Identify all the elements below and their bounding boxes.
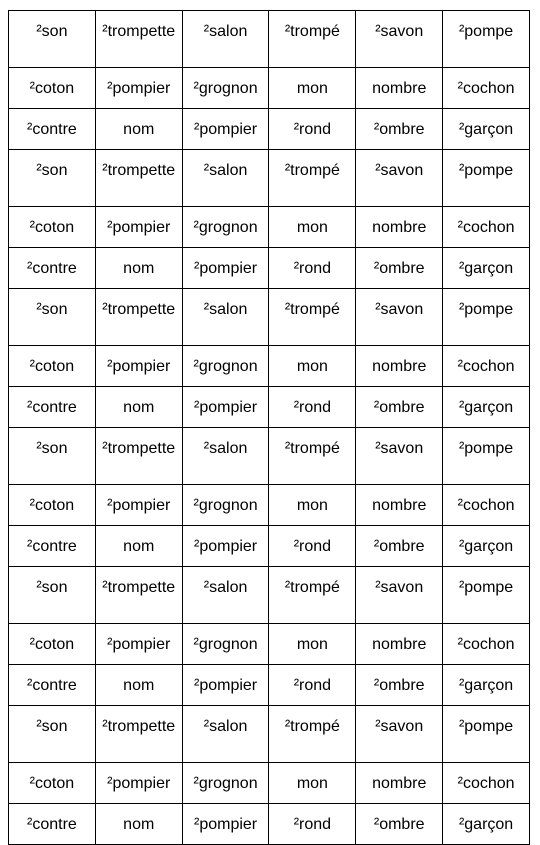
word-cell: nom	[95, 387, 182, 428]
word-cell: ²rond	[269, 387, 356, 428]
word-cell: ²rond	[269, 526, 356, 567]
word-cell: ²savon	[356, 706, 443, 763]
word-cell: nom	[95, 665, 182, 706]
table-row	[9, 248, 530, 289]
word-cell: ²grognon	[182, 485, 269, 526]
word-cell: ²trompé	[269, 706, 356, 763]
word-cell: ²pompe	[443, 706, 530, 763]
word-cell: ²salon	[182, 289, 269, 346]
word-cell: ²pompier	[95, 68, 182, 109]
word-cell: ²pompier	[182, 804, 269, 845]
word-cell: ²savon	[356, 11, 443, 68]
word-cell: ²trompé	[269, 150, 356, 207]
word-cell: mon	[269, 346, 356, 387]
word-cell: ²ombre	[356, 526, 443, 567]
word-cell: ²garçon	[443, 665, 530, 706]
word-cell: ²cochon	[443, 485, 530, 526]
word-cell: ²trompé	[269, 289, 356, 346]
word-cell: ²pompier	[95, 624, 182, 665]
word-cell: ²trompette	[95, 706, 182, 763]
word-cell: ²grognon	[182, 207, 269, 248]
word-cell: mon	[269, 207, 356, 248]
word-cell: ²contre	[9, 804, 96, 845]
word-cell: ²trompé	[269, 567, 356, 624]
word-cell: ²salon	[182, 150, 269, 207]
word-cell: ²grognon	[182, 763, 269, 804]
word-cell: ²coton	[9, 763, 96, 804]
word-cell: nombre	[356, 763, 443, 804]
table-row	[9, 526, 530, 567]
word-cell: ²pompier	[182, 109, 269, 150]
word-cell: nom	[95, 109, 182, 150]
word-cell: ²pompier	[95, 207, 182, 248]
word-cell: mon	[269, 763, 356, 804]
word-cell: nombre	[356, 346, 443, 387]
table-row	[9, 428, 530, 485]
word-cell: ²savon	[356, 150, 443, 207]
table-row	[9, 485, 530, 526]
table-row	[9, 109, 530, 150]
table-row	[9, 624, 530, 665]
word-cell: ²trompette	[95, 567, 182, 624]
word-cell: ²son	[9, 11, 96, 68]
word-cell: mon	[269, 485, 356, 526]
word-cell: ²pompier	[182, 387, 269, 428]
word-cell: ²grognon	[182, 68, 269, 109]
word-cell: ²pompe	[443, 567, 530, 624]
word-cell: ²garçon	[443, 109, 530, 150]
table-row	[9, 567, 530, 624]
word-cell: ²ombre	[356, 387, 443, 428]
word-cell: ²contre	[9, 248, 96, 289]
word-cell: ²ombre	[356, 804, 443, 845]
word-cell: ²garçon	[443, 248, 530, 289]
word-cell: nombre	[356, 624, 443, 665]
word-cell: mon	[269, 624, 356, 665]
table-row	[9, 150, 530, 207]
word-cell: ²garçon	[443, 387, 530, 428]
word-cell: ²son	[9, 150, 96, 207]
word-cell: ²pompier	[182, 248, 269, 289]
word-cell: ²rond	[269, 804, 356, 845]
table-row	[9, 706, 530, 763]
word-cell: ²pompier	[95, 763, 182, 804]
word-cell: ²salon	[182, 567, 269, 624]
word-cell: ²savon	[356, 567, 443, 624]
table-row	[9, 11, 530, 68]
word-cell: ²son	[9, 567, 96, 624]
word-cell: nom	[95, 526, 182, 567]
table-row	[9, 387, 530, 428]
word-cell: ²contre	[9, 526, 96, 567]
word-cell: ²cochon	[443, 763, 530, 804]
word-cell: ²son	[9, 428, 96, 485]
word-table	[8, 10, 530, 845]
word-cell: ²cochon	[443, 346, 530, 387]
word-cell: ²savon	[356, 289, 443, 346]
word-cell: ²rond	[269, 665, 356, 706]
table-row	[9, 289, 530, 346]
word-cell: ²salon	[182, 11, 269, 68]
word-cell: ²grognon	[182, 346, 269, 387]
word-cell: ²pompe	[443, 150, 530, 207]
word-cell: ²coton	[9, 624, 96, 665]
word-cell: ²contre	[9, 387, 96, 428]
word-cell: ²coton	[9, 485, 96, 526]
word-cell: ²pompier	[182, 526, 269, 567]
word-cell: ²salon	[182, 428, 269, 485]
word-cell: ²son	[9, 289, 96, 346]
table-row	[9, 68, 530, 109]
word-cell: ²pompe	[443, 428, 530, 485]
table-row	[9, 346, 530, 387]
word-cell: ²pompier	[95, 485, 182, 526]
table-row	[9, 665, 530, 706]
word-cell: ²coton	[9, 346, 96, 387]
word-cell: ²cochon	[443, 207, 530, 248]
word-cell: ²pompe	[443, 289, 530, 346]
table-row	[9, 207, 530, 248]
word-cell: ²cochon	[443, 68, 530, 109]
table-row	[9, 804, 530, 845]
word-cell: ²trompette	[95, 428, 182, 485]
word-cell: ²pompier	[95, 346, 182, 387]
word-cell: ²ombre	[356, 109, 443, 150]
word-cell: nombre	[356, 207, 443, 248]
word-cell: ²coton	[9, 68, 96, 109]
word-cell: ²pompier	[182, 665, 269, 706]
word-cell: ²rond	[269, 248, 356, 289]
word-cell: ²son	[9, 706, 96, 763]
word-cell: ²ombre	[356, 248, 443, 289]
word-cell: nombre	[356, 485, 443, 526]
word-table-body	[9, 11, 530, 845]
word-cell: nom	[95, 248, 182, 289]
word-cell: ²savon	[356, 428, 443, 485]
word-cell: ²coton	[9, 207, 96, 248]
word-cell: ²contre	[9, 665, 96, 706]
word-cell: ²rond	[269, 109, 356, 150]
word-cell: ²pompe	[443, 11, 530, 68]
table-row	[9, 763, 530, 804]
word-cell: ²ombre	[356, 665, 443, 706]
word-cell: ²trompette	[95, 289, 182, 346]
word-cell: mon	[269, 68, 356, 109]
word-cell: ²trompette	[95, 11, 182, 68]
word-cell: ²grognon	[182, 624, 269, 665]
word-cell: ²salon	[182, 706, 269, 763]
word-cell: nombre	[356, 68, 443, 109]
word-cell: ²trompette	[95, 150, 182, 207]
word-cell: ²contre	[9, 109, 96, 150]
word-cell: ²cochon	[443, 624, 530, 665]
word-cell: ²trompé	[269, 11, 356, 68]
word-cell: ²garçon	[443, 526, 530, 567]
word-cell: ²garçon	[443, 804, 530, 845]
word-cell: nom	[95, 804, 182, 845]
word-cell: ²trompé	[269, 428, 356, 485]
